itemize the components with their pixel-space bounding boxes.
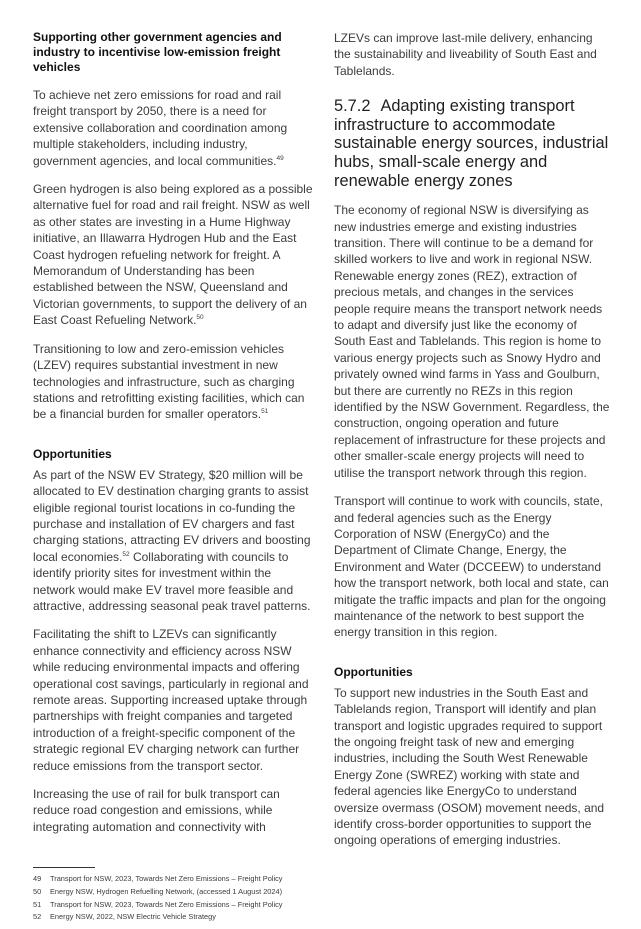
paragraph: Increasing the use of rail for bulk transport can reduce road congestion and emissions, while integrating automation and connectivity with [33,787,280,834]
footnotes [33,867,623,924]
footnote: 52 Energy NSW, 2022, NSW Electric Vehicle Strategy [33,912,216,922]
footnote-ref[interactable]: 49 [276,154,284,162]
footnote-divider [33,867,95,868]
paragraph: As part of the NSW EV Strategy, $20 million will be allocated to EV destination charging grants to assist eligible regional tourist locations in co-funding the purchase and installation of EV chargers and fast charging stations, attracting EV drivers and boosting local economies.$^{52}$ Collaborating with councils to identify priority sites for investment within the network would make EV travel more feasible and attractive, addressing seasonal peak travel patterns. [33,467,311,613]
footnote: 50 Energy NSW, Hydrogen Refuelling Network, (accessed 1 August 2024) [33,886,283,896]
paragraph: Green hydrogen is also being explored as a possible alternative fuel for road and rail freight. NSW as well as other states are investing in a Hume Highway initiative, an Illawarra Hydrogen Hub and the East Coast hydrogen refueling network for freight. A Memorandum of Understanding has been established between the NSW, Queensland and Victorian governments, to support the delivery of an East Coast Refueling Network.$^{50}$ [33,182,313,328]
footnote: 49 Transport for NSW, 2023, Towards Net Zero Emissions – Freight Policy [33,874,283,883]
left-column [33,30,313,835]
footnote-ref[interactable]: 52 [122,550,130,558]
section-title: Adapting existing transport infrastructure to accommodate sustainable energy sources, industrial hubs, small-scale energy and renewable energy zones [334,97,609,190]
footnote-ref[interactable]: 51 [261,408,269,416]
section-heading [334,97,610,190]
opportunities-heading: Opportunities [334,664,413,679]
paragraph: The economy of regional NSW is diversifying as new industries emerge and existing industries transition. There will continue to be a demand for skilled workers to live and work in regional NSW. Renewable energy zones (REZ), extraction of precious metals, and changes in the services people require means the transport network needs to adapt and diversify just like the economy of South East and Tablelands. This region is home to various energy projects such as Snowy Hydro and privately owned wind farms in Yass and Goulburn, but there are currently no REZs in this region identified by the NSW Government. Regardless, the construction, ongoing operation and future replacement of infrastructure for these projects and other smaller-scale energy projects will need to utilise the transport network through this region. [334,203,610,480]
paragraph: LZEVs can improve last-mile delivery, enhancing the sustainability and liveability of South East and Tablelands. [334,31,597,78]
paragraph: To support new industries in the South East and Tablelands region, Transport will identify and plan transport and logistic upgrades required to support the ongoing freight task of new and emerging industries, including the South West Renewable Energy Zone (SWREZ) working with state and federal agencies like EnergyCo to understand oversize overmass (OSOM) movement needs, and identify cross-border opportunities to support the ongoing operations of emerging industries. [334,685,605,848]
right-column [334,30,610,849]
footnote-ref[interactable]: 50 [196,314,204,322]
subsection-heading: Supporting other government agencies and industry to incentivise low-emission freight vehicles [33,30,282,74]
section-number: 5.7.2 [334,97,371,116]
paragraph: Facilitating the shift to LZEVs can significantly enhance connectivity and efficiency across NSW while reducing environmental impacts and offering operational cost savings, particularly in regional and remote areas. Supporting increased uptake through partnerships with freight companies and targeted introduction of a freight-specific component of the strategic regional EV charging network can further reduce emissions from the transport sector. [33,627,309,773]
paragraph: Transitioning to low and zero-emission vehicles (LZEV) requires substantial investment in new technologies and infrastructure, such as charging stations and retrofitting existing facilities, which can be a financial burden for smaller operators.$^{51}$ [33,341,305,422]
footnote: 51 Transport for NSW, 2023, Towards Net Zero Emissions – Freight Policy [33,899,283,909]
paragraph: To achieve net zero emissions for road and rail freight transport by 2050, there is a need for extensive collaboration and coordination among multiple stakeholders, including industry, government agencies, and local communities.$^{49}$ [33,88,288,168]
paragraph: Transport will continue to work with councils, state, and federal agencies such as the Energy Corporation of NSW (EnergyCo) and the Department of Climate Change, Energy, the Environment and Water (DCCEEW) to understand how the transport network, both local and state, can mitigate the traffic impacts and plan for the ongoing maintenance of the network to best support the energy transition in this region. [334,494,609,640]
opportunities-heading: Opportunities [33,446,112,461]
